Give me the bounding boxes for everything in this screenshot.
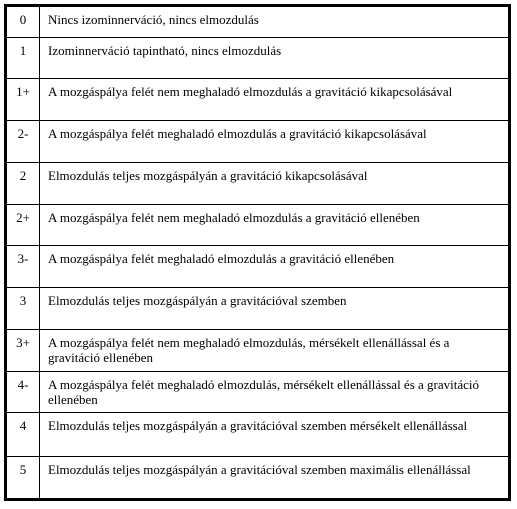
grade-cell: 3 <box>7 288 40 330</box>
description-cell: Elmozdulás teljes mozgáspályán a gravitációval szemben mérsékelt ellenállással <box>40 413 509 457</box>
grade-cell: 0 <box>7 7 40 38</box>
grade-cell: 4- <box>7 371 40 413</box>
description-cell: Nincs izominnerváció, nincs elmozdulás <box>40 7 509 38</box>
description-cell: Elmozdulás teljes mozgáspályán a gravitáció kikapcsolásával <box>40 162 509 204</box>
table-row <box>7 413 509 457</box>
table-row <box>7 162 509 204</box>
table-row <box>7 121 509 163</box>
description-cell: A mozgáspálya felét meghaladó elmozdulás, mérsékelt ellenállással és a gravitáció ellenében <box>40 371 509 413</box>
grade-cell: 5 <box>7 457 40 499</box>
grade-cell: 3+ <box>7 329 40 371</box>
table-row <box>7 79 509 121</box>
grade-cell: 1+ <box>7 79 40 121</box>
description-cell: A mozgáspálya felét nem meghaladó elmozdulás a gravitáció kikapcsolásával <box>40 79 509 121</box>
table-row <box>7 204 509 246</box>
description-cell: A mozgáspálya felét meghaladó elmozdulás a gravitáció kikapcsolásával <box>40 121 509 163</box>
table-row <box>7 246 509 288</box>
table-row <box>7 371 509 413</box>
grade-cell: 2- <box>7 121 40 163</box>
table-row <box>7 37 509 79</box>
grade-cell: 2+ <box>7 204 40 246</box>
grade-cell: 1 <box>7 37 40 79</box>
table-row <box>7 329 509 371</box>
description-cell: A mozgáspálya felét meghaladó elmozdulás a gravitáció ellenében <box>40 246 509 288</box>
grade-cell: 3- <box>7 246 40 288</box>
grade-cell: 4 <box>7 413 40 457</box>
description-cell: A mozgáspálya felét nem meghaladó elmozdulás a gravitáció ellenében <box>40 204 509 246</box>
grade-cell: 2 <box>7 162 40 204</box>
description-cell: A mozgáspálya felét nem meghaladó elmozdulás, mérsékelt ellenállással és a gravitáció ellenében <box>40 329 509 371</box>
table-row <box>7 457 509 499</box>
description-cell: Elmozdulás teljes mozgáspályán a gravitációval szemben <box>40 288 509 330</box>
description-cell: Izominnerváció tapintható, nincs elmozdulás <box>40 37 509 79</box>
description-cell: Elmozdulás teljes mozgáspályán a gravitációval szemben maximális ellenállással <box>40 457 509 499</box>
table-row <box>7 7 509 38</box>
table-row <box>7 288 509 330</box>
muscle-strength-grade-table <box>6 6 509 499</box>
